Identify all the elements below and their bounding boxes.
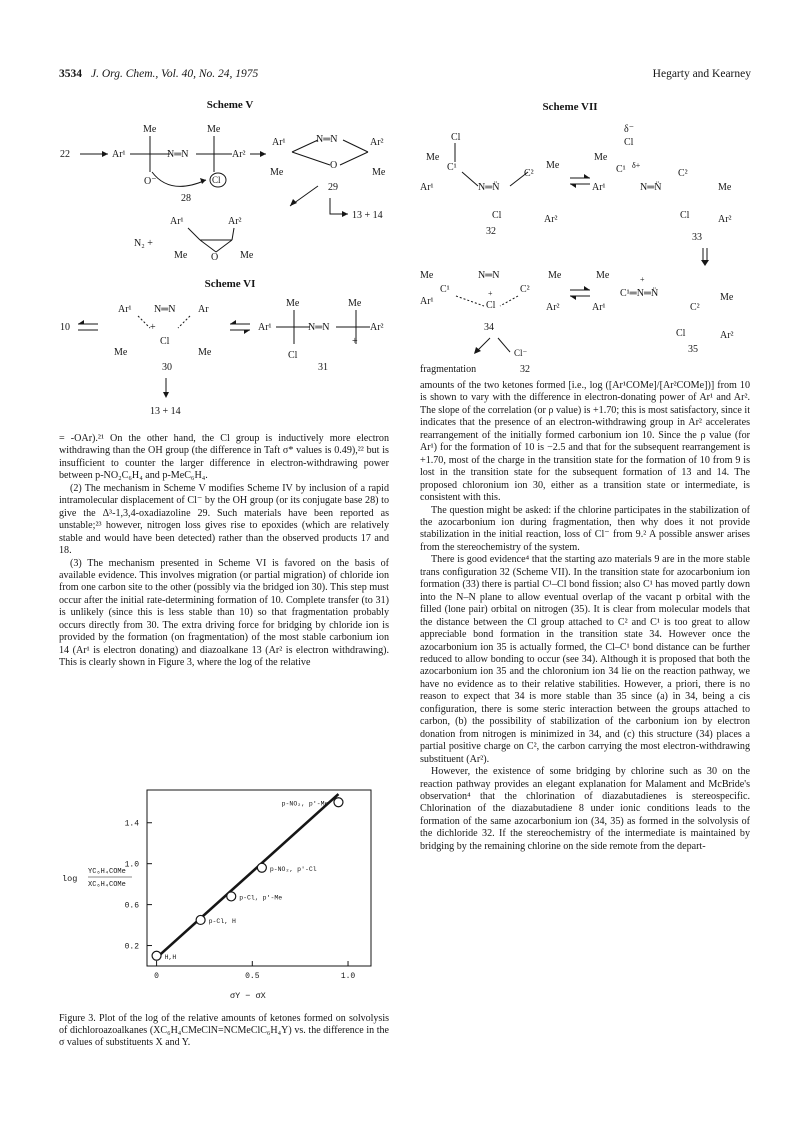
label-31: 31 (318, 362, 328, 373)
label-35: 35 (688, 344, 698, 355)
label-33: 33 (692, 232, 702, 243)
x-tick-label-0: 0 (154, 972, 159, 981)
data-point-3 (257, 863, 266, 872)
paragraph-right-3: There is good evidence⁴ that the starting azo materials 9 are in the more stable trans configuration 32 (Scheme VII). In the transition state for azocarbonium ion formation (33) there is partial C¹–Cl bond fission; also C¹ has moved partly down into the N–N plane to allow eventual overlap of the vacant p orbital with the filled (lone pair) orbital on nitrogen (35). It is clear from molecular models that the distance between the Cl group attached to C² and C¹ is too great to allow appreciable bond formation in the transition state 34. However once the azocarbonium ion 35 is actually formed, the Cl–C¹ bond distance can be further reduced to allow bonding to occur (see 34). Although it is proposed that both the azocarbonium ion 35 and the chloronium ion 34 lie on the reaction pathway, we have no evidence as to their relative stabilities. However, a priori, there is no reason to expect that 34 is more stable than 35 since (a) in 34, being a cis configuration, there is some steric interaction between the groups attached to carbon, (b) the possibility of stabilization of the carbonium ion by electron donation from nitrogen is minimized in 34, and (c) this structure (34) places a partial positive charge on C², the carbon carrying the most electron-withdrawing substituent (Ar²). (420, 554, 750, 765)
x-tick-label-1: 0.5 (245, 972, 260, 981)
ylabel-log: log (62, 874, 78, 884)
data-point-2 (227, 892, 236, 901)
data-point-label-3: p-NO₂, p'-Cl (269, 865, 317, 873)
svg-text:Cl: Cl (492, 210, 502, 221)
x-tick-label-2: 1.0 (340, 972, 356, 981)
xlabel: σY − σX (230, 991, 266, 1001)
svg-text:Ar¹: Ar¹ (420, 182, 434, 193)
svg-text:C¹═N═N̈: C¹═N═N̈ (620, 288, 659, 299)
scheme-vi-title: Scheme VI (204, 278, 256, 290)
svg-text:Ar²: Ar² (720, 330, 734, 341)
journal-citation: J. Org. Chem., Vol. 40, No. 24, 1975 (91, 68, 259, 80)
svg-text:Me: Me (372, 167, 386, 178)
svg-text:N═N: N═N (316, 134, 338, 145)
product-13-14-vi: 13 + 14 (150, 406, 181, 417)
svg-text:O⁻: O⁻ (144, 176, 157, 187)
data-point-label-0: H,H (164, 953, 177, 961)
paragraph-left-1: = -OAr).²¹ On the other hand, the Cl group is inductively more electron withdrawing than the OH group (the difference in Taft σ* values is 0.49),²² but is insufficient to counter the larger difference in electron-withdrawing power between p-NO₂C₆H₄ and p-MeC₆H₄. (59, 433, 389, 482)
svg-text:N═N: N═N (154, 304, 176, 315)
data-point-label-1: p-Cl, H (208, 917, 236, 925)
svg-text:N═N̈: N═N̈ (640, 182, 662, 193)
svg-text:Me: Me (348, 298, 362, 309)
svg-text:Ar¹: Ar¹ (258, 322, 272, 333)
svg-text:C²: C² (690, 302, 700, 313)
page-number: 3534 (59, 68, 82, 80)
fragmentation-label: fragmentation (420, 364, 477, 375)
svg-text:Cl: Cl (486, 300, 496, 311)
svg-text:Ar²: Ar² (370, 137, 384, 148)
svg-text:N═N̈: N═N̈ (478, 182, 500, 193)
scheme-vii-title: Scheme VII (542, 101, 598, 113)
svg-text:Cl: Cl (212, 175, 221, 185)
svg-text:Ar: Ar (198, 304, 209, 315)
svg-text:δ+: δ+ (632, 161, 641, 170)
svg-text:Me: Me (426, 152, 440, 163)
svg-text:Me: Me (198, 347, 212, 358)
n2-plus: N₂ + (134, 238, 153, 249)
label-30: 30 (162, 362, 172, 373)
svg-text:Ar¹: Ar¹ (592, 302, 606, 313)
scheme-v-title: Scheme V (206, 99, 254, 111)
paragraph-right-4: However, the existence of some bridging by chlorine such as 30 on the reaction pathway provides an elegant explanation for Malament and McBride's observation⁴ that the chlorination of diazabutadienes is stereospecific. Chlorination of the diazabutadiene 8 under ionic conditions leads to the formation of the same azocarbonium ion (34, 35) as formed in the solvolysis of the dichloride 32. If the stereochemistry of the intermediate is maintained by bridging by the remaining chlorine on the side remote from the depart- (420, 766, 750, 852)
svg-text:Me: Me (594, 152, 608, 163)
svg-text:Ar²: Ar² (546, 302, 560, 313)
svg-text:C²: C² (524, 168, 534, 179)
svg-text:Ar¹: Ar¹ (272, 137, 286, 148)
y-tick-label-1: 0.6 (124, 901, 139, 911)
svg-text:Me: Me (240, 250, 254, 261)
svg-text:Cl: Cl (288, 350, 298, 361)
svg-text:δ⁻: δ⁻ (624, 124, 634, 135)
svg-text:Me: Me (270, 167, 284, 178)
svg-text:C¹: C¹ (447, 162, 457, 173)
svg-text:+: + (488, 289, 493, 298)
svg-text:Ar²: Ar² (370, 322, 384, 333)
svg-text:Me: Me (720, 292, 734, 303)
svg-text:Me: Me (420, 270, 434, 281)
svg-text:+: + (352, 336, 358, 347)
regression-line (157, 794, 339, 958)
svg-text:N═N: N═N (167, 149, 189, 160)
svg-text:N═N: N═N (308, 322, 330, 333)
svg-text:Cl: Cl (624, 137, 634, 148)
label-29: 29 (328, 182, 338, 193)
label-22: 22 (60, 149, 70, 160)
running-head-authors: Hegarty and Kearney (652, 68, 751, 80)
svg-text:C²: C² (678, 168, 688, 179)
figure-3-caption: Figure 3. Plot of the log of the relative amounts of ketones formed on solvolysis of dichloroazoalkanes (XC₆H₄CMeClN=NCMeClC₆H₄Y) vs. the difference in the σ values of substituents X and Y. (59, 1013, 389, 1048)
svg-text:O: O (211, 252, 219, 263)
product-13-14-v: 13 + 14 (352, 210, 383, 221)
svg-text:Ar²: Ar² (228, 216, 242, 227)
label-32: 32 (486, 226, 496, 237)
svg-text:Ar²: Ar² (232, 149, 246, 160)
svg-text:+: + (150, 322, 156, 333)
svg-text:Me: Me (718, 182, 732, 193)
svg-text:Ar²: Ar² (718, 214, 732, 225)
svg-text:Me: Me (286, 298, 300, 309)
svg-text:Me: Me (114, 347, 128, 358)
paragraph-left-3: (3) The mechanism presented in Scheme VI is favored on the basis of available evidence. This involves migration (or partial migration) of chloride ion from one carbon site to the other (possibly via the bridged ion 30). This step must occur after the initial rate-determining formation of 10. Complete transfer (to 31) is unlikely (since this is less stable than 10) so that fragmentation probably occurs directly from 30. The extra driving force for bridging by chloride ion is provided by the formation (on fragmentation) of the most stable carbonium ion 14 (Ar¹ is electron donating) and diazoalkane 13 (Ar² is electron withdrawing). This is clearly shown in Figure 3, where the log of the relative (59, 557, 389, 669)
svg-text:+: + (640, 275, 645, 284)
svg-text:Cl: Cl (676, 328, 686, 339)
label-34: 34 (484, 322, 494, 333)
data-point-label-2: p-Cl, p'-Me (239, 894, 283, 902)
svg-text:Cl: Cl (680, 210, 690, 221)
svg-text:Me: Me (207, 124, 221, 135)
svg-text:Ar¹: Ar¹ (170, 216, 184, 227)
svg-text:Me: Me (143, 124, 157, 135)
fragmentation-32: 32 (520, 364, 530, 375)
label-10: 10 (60, 322, 70, 333)
svg-text:Ar¹: Ar¹ (592, 182, 606, 193)
ylabel-numerator: YC₆H₄COMe (88, 868, 126, 876)
y-tick-label-0: 0.2 (124, 942, 139, 952)
data-point-1 (196, 915, 205, 924)
y-tick-label-3: 1.4 (124, 819, 139, 829)
svg-text:Cl: Cl (160, 336, 170, 347)
svg-text:O: O (330, 160, 338, 171)
svg-text:Me: Me (546, 160, 560, 171)
data-point-0 (152, 951, 161, 960)
cl-minus: Cl⁻ (514, 348, 528, 358)
svg-text:C²: C² (520, 284, 530, 295)
data-point-4 (334, 798, 343, 807)
svg-text:Ar¹: Ar¹ (112, 149, 126, 160)
label-28: 28 (181, 193, 191, 204)
svg-text:C¹: C¹ (440, 284, 450, 295)
svg-text:Cl: Cl (451, 132, 461, 143)
paragraph-right-1: amounts of the two ketones formed [i.e., log ([Ar¹COMe]/[Ar²COMe])] from 10 is shown to vary with the difference in electron-donating power of Ar¹ and Ar². The slope of the correlation (or ρ value) is +1.70; this is most satisfactory, since it indicates that the presence of an electron-withdrawing group in Ar² accelerates rearrangement of the initially formed carbonium ion 10. Since the ρ value (for Ar¹) for the formation of 10 is −2.5 and that for the subsequent rearrangement is +1.70, most of the charge in the transition state for the formation of 10 from 9 is lost in the transition state for the subsequent formation of 13 and 14. The proposed chloronium ion 30, either as a transition state or intermediate, is consistent with this. (420, 380, 750, 504)
svg-text:Me: Me (548, 270, 562, 281)
paragraph-right-2: The question might be asked: if the chlorine participates in the stabilization of the azocarbonium ion during fragmentation, then why does it not provide stabilization in the initial reaction, loss of Cl⁻ from 9.² A possible answer arises from the stereochemistry of the system. (420, 504, 750, 553)
svg-text:N═N: N═N (478, 270, 500, 281)
data-point-label-4: p-NO₂, p'-Me (281, 800, 329, 808)
plot-frame (147, 790, 371, 966)
svg-text:C¹: C¹ (616, 164, 626, 175)
svg-text:Me: Me (596, 270, 610, 281)
ylabel-denominator: XC₆H₄COMe (88, 881, 126, 889)
svg-text:Me: Me (174, 250, 188, 261)
paragraph-left-2: (2) The mechanism in Scheme V modifies Scheme IV by inclusion of a rapid intramolecular displacement of Cl⁻ by the OH group (or its conjugate base 28) to give the Δ³-1,3,4-oxadiazoline 29. Such materials have been reported as unstable;²³ however, nitrogen loss gives rise to epoxides (which are relatively stable and would have been detected) rather than the observed products 17 and 18. (59, 482, 389, 557)
svg-text:Ar²: Ar² (544, 214, 558, 225)
y-tick-label-2: 1.0 (124, 860, 139, 870)
svg-text:Ar¹: Ar¹ (118, 304, 132, 315)
svg-text:Ar¹: Ar¹ (420, 296, 434, 307)
